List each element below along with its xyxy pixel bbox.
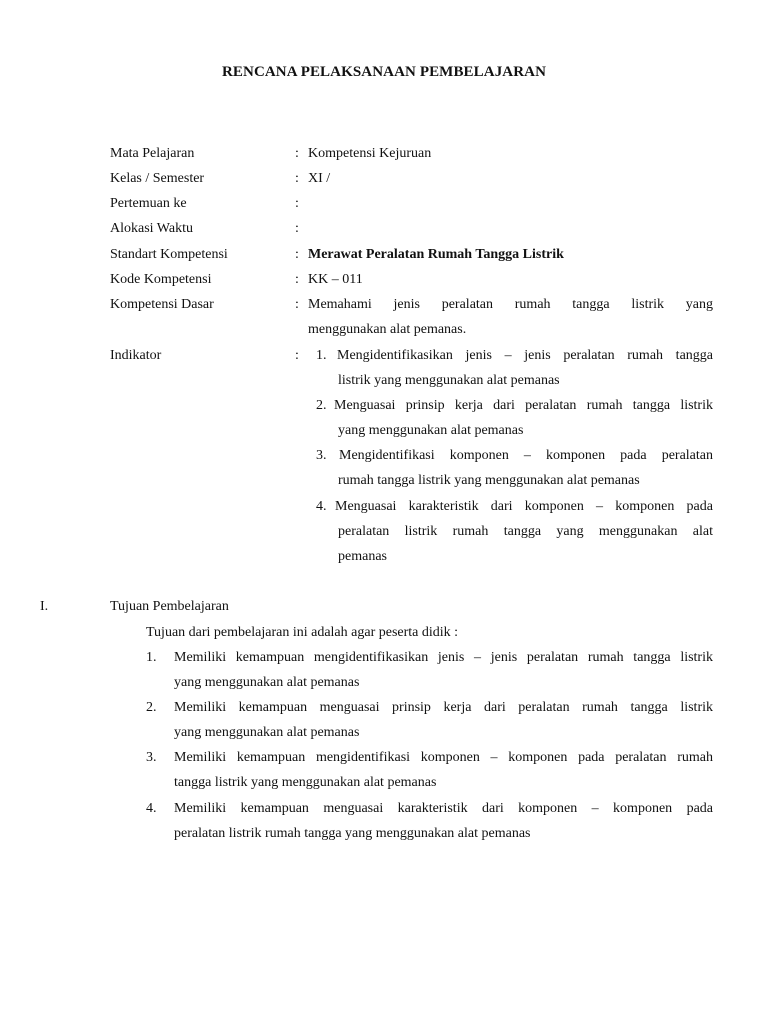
standart-value: Merawat Peralatan Rumah Tangga Listrik (308, 247, 564, 262)
document-title: RENCANA PELAKSANAAN PEMBELAJARAN (221, 64, 547, 80)
colon: : (295, 247, 299, 262)
indikator-1-line-1: Mengidentifikasikan jenis – jenis peralatan rumah tangga (337, 348, 713, 363)
alokasi-label: Alokasi Waktu (110, 221, 193, 236)
tujuan-num-4: 4. (146, 801, 157, 816)
indikator-label: Indikator (110, 348, 162, 363)
kd-label: Kompetensi Dasar (110, 297, 214, 312)
tujuan-3-line-2: tangga listrik yang menggunakan alat pemanas (174, 775, 437, 790)
standart-label: Standart Kompetensi (110, 247, 228, 262)
indikator-2-line-2: yang menggunakan alat pemanas (338, 423, 524, 438)
info-row-kode (0, 270, 768, 290)
tujuan-num-1: 1. (146, 650, 157, 665)
kode-value: KK – 011 (308, 272, 363, 287)
indikator-num-4: 4. (316, 499, 327, 514)
colon: : (295, 348, 299, 363)
indikator-num-2: 2. (316, 398, 327, 413)
info-row-pertemuan (0, 194, 768, 214)
tujuan-1-line-2: yang menggunakan alat pemanas (174, 675, 360, 690)
tujuan-num-2: 2. (146, 700, 157, 715)
tujuan-4-line-2: peralatan listrik rumah tangga yang menggunakan alat pemanas (174, 826, 531, 841)
tujuan-1-line-1: Memiliki kemampuan mengidentifikasikan jenis – jenis peralatan rumah tangga listrik (174, 650, 713, 665)
section-intro: Tujuan dari pembelajaran ini adalah agar peserta didik : (146, 625, 459, 640)
tujuan-2-line-2: yang menggunakan alat pemanas (174, 725, 360, 740)
kd-line-1: Memahami jenis peralatan rumah tangga listrik yang (308, 297, 713, 312)
indikator-3-line-2: rumah tangga listrik yang menggunakan alat pemanas (338, 473, 640, 488)
section-numeral: I. (40, 599, 49, 614)
mata-pelajaran-value: Kompetensi Kejuruan (308, 146, 432, 161)
mata-pelajaran-label: Mata Pelajaran (110, 146, 195, 161)
indikator-4-line-1: Menguasai karakteristik dari komponen – komponen pada (335, 499, 713, 514)
tujuan-2-line-1: Memiliki kemampuan menguasai prinsip kerja dari peralatan rumah tangga listrik (174, 700, 713, 715)
pertemuan-label: Pertemuan ke (110, 196, 187, 211)
kode-label: Kode Kompetensi (110, 272, 212, 287)
indikator-4-line-2: peralatan listrik rumah tangga yang menggunakan alat (338, 524, 713, 539)
colon: : (295, 146, 299, 161)
colon: : (295, 297, 299, 312)
kd-line-2: menggunakan alat pemanas. (308, 322, 467, 337)
indikator-num-1: 1. (316, 348, 327, 363)
kelas-label: Kelas / Semester (110, 171, 205, 186)
indikator-1-line-2: listrik yang menggunakan alat pemanas (338, 373, 560, 388)
colon: : (295, 171, 299, 186)
tujuan-4-line-1: Memiliki kemampuan menguasai karakteristik dari komponen – komponen pada (174, 801, 713, 816)
kelas-value: XI / (308, 171, 331, 186)
info-row-mata-pelajaran (0, 144, 768, 164)
tujuan-num-3: 3. (146, 750, 157, 765)
info-row-alokasi (0, 219, 768, 239)
indikator-num-3: 3. (316, 448, 327, 463)
tujuan-3-line-1: Memiliki kemampuan mengidentifikasi komponen – komponen pada peralatan rumah (174, 750, 713, 765)
indikator-4-line-3: pemanas (338, 549, 387, 564)
section-heading: Tujuan Pembelajaran (110, 599, 229, 614)
indikator-2-line-1: Menguasai prinsip kerja dari peralatan rumah tangga listrik (334, 398, 713, 413)
info-row-kelas (0, 169, 768, 189)
colon: : (295, 196, 299, 211)
colon: : (295, 272, 299, 287)
indikator-3-line-1: Mengidentifikasi komponen – komponen pada peralatan (339, 448, 713, 463)
info-row-standart (0, 245, 768, 265)
colon: : (295, 221, 299, 236)
